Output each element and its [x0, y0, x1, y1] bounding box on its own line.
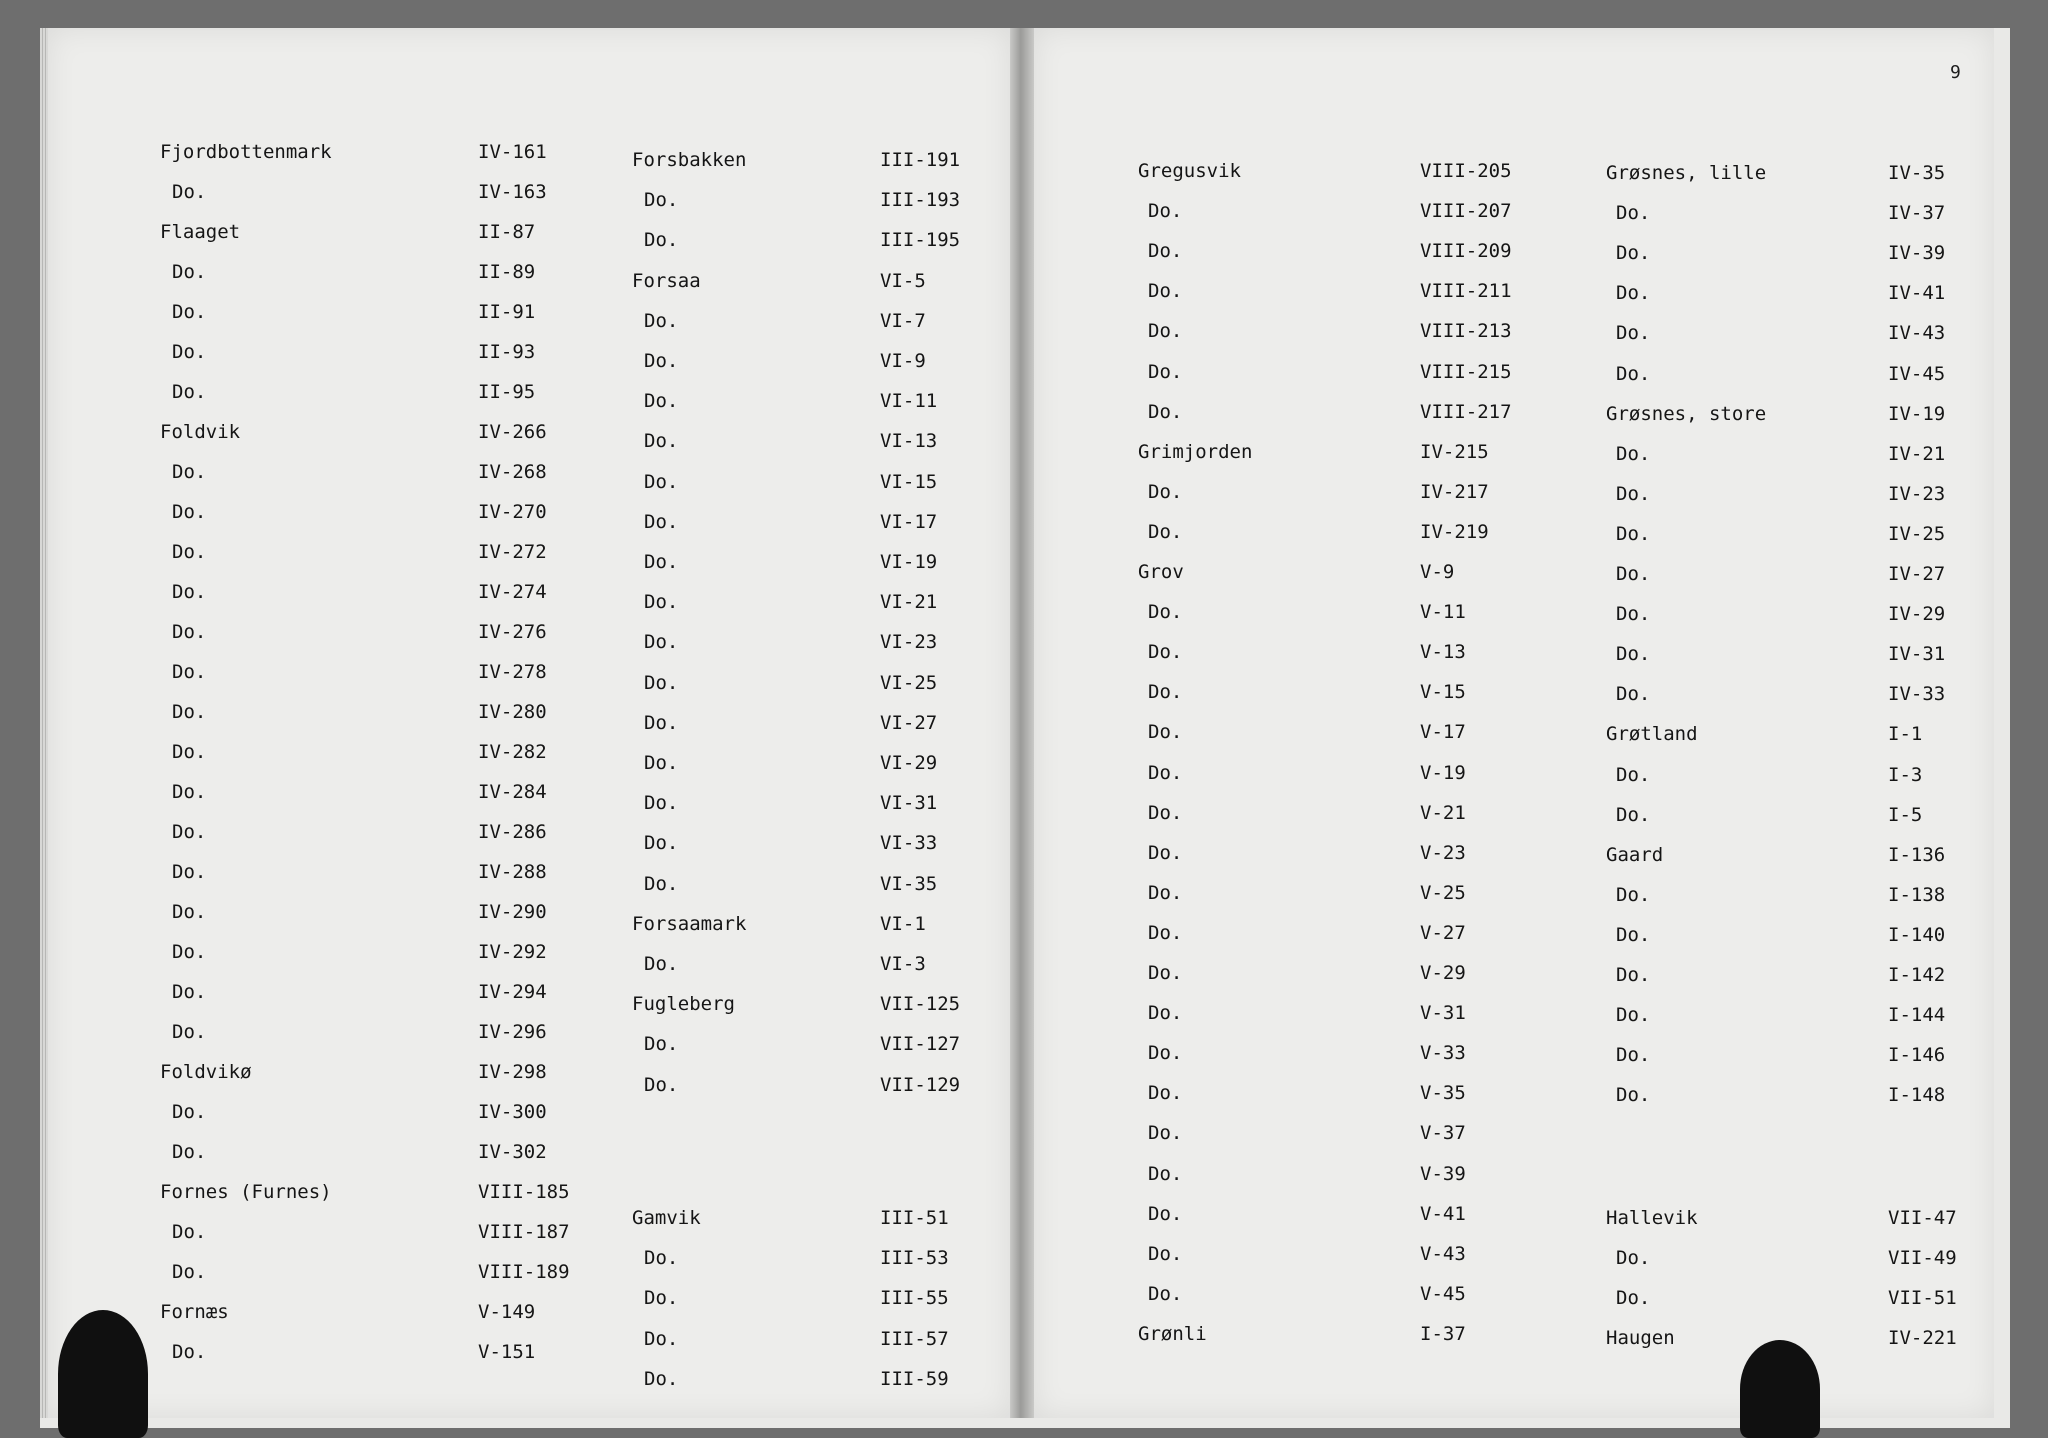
volume-reference: IV-290 — [478, 901, 547, 923]
volume-reference: VI-7 — [880, 309, 926, 332]
place-name: Do. — [172, 741, 207, 763]
volume-reference: VI-15 — [880, 470, 938, 493]
volume-reference: I-37 — [1420, 1322, 1466, 1345]
volume-reference: III-195 — [880, 229, 961, 252]
volume-reference: IV-278 — [478, 661, 547, 683]
place-name: Forsbakken — [632, 149, 747, 171]
place-name: Do. — [172, 1221, 207, 1243]
place-name: Do. — [172, 461, 207, 483]
place-name: Do. — [172, 581, 207, 603]
volume-reference: IV-298 — [478, 1061, 547, 1083]
place-name: Do. — [1148, 1202, 1183, 1225]
place-name: Do. — [1148, 1122, 1183, 1145]
volume-reference: I-144 — [1888, 1004, 1946, 1027]
volume-reference: IV-39 — [1888, 242, 1946, 265]
volume-reference: VI-1 — [880, 912, 926, 935]
place-name: Do. — [1616, 1044, 1651, 1067]
place-name: Do. — [172, 341, 207, 363]
volume-reference: III-191 — [880, 149, 961, 171]
place-name: Do. — [1616, 923, 1651, 946]
volume-reference: IV-43 — [1888, 322, 1946, 345]
volume-reference: I-142 — [1888, 964, 1946, 986]
place-name: Do. — [1616, 883, 1651, 906]
volume-reference: V-39 — [1420, 1162, 1466, 1185]
volume-reference: II-93 — [478, 341, 536, 363]
volume-reference: VI-23 — [880, 631, 938, 654]
place-name: Do. — [172, 381, 207, 403]
place-name: Do. — [1148, 681, 1183, 704]
volume-reference: V-45 — [1420, 1282, 1466, 1305]
place-name: Do. — [1148, 841, 1183, 864]
volume-reference: IV-35 — [1888, 162, 1946, 184]
place-name: Fornæs — [160, 1301, 229, 1323]
place-name: Do. — [1148, 881, 1183, 904]
place-name: Do. — [1616, 763, 1651, 786]
place-name: Do. — [172, 501, 207, 523]
place-name: Do. — [1148, 1282, 1183, 1305]
place-name: Do. — [644, 390, 679, 413]
volume-reference: V-33 — [1420, 1042, 1466, 1065]
volume-reference: VIII-189 — [478, 1261, 570, 1283]
volume-reference: IV-284 — [478, 781, 547, 803]
volume-reference: VI-31 — [880, 792, 938, 815]
volume-reference: V-27 — [1420, 921, 1466, 944]
volume-reference: IV-27 — [1888, 563, 1946, 585]
place-name: Do. — [1616, 522, 1651, 545]
place-name: Do. — [1148, 280, 1183, 303]
volume-reference: IV-270 — [478, 501, 547, 523]
place-name: Do. — [644, 1033, 679, 1056]
place-name: Do. — [1148, 360, 1183, 383]
place-name: Do. — [1148, 520, 1183, 543]
volume-reference: IV-266 — [478, 421, 547, 443]
place-name: Do. — [1616, 442, 1651, 465]
place-name: Forsaa — [632, 269, 701, 292]
volume-reference: I-5 — [1888, 803, 1923, 826]
place-name: Do. — [1148, 400, 1183, 423]
place-name: Do. — [644, 953, 679, 975]
place-name: Do. — [644, 189, 679, 212]
volume-reference: V-21 — [1420, 801, 1466, 824]
place-name: Do. — [1148, 1242, 1183, 1265]
place-name: Do. — [172, 941, 207, 963]
volume-reference: VIII-211 — [1420, 280, 1512, 303]
place-name: Do. — [172, 1141, 207, 1163]
volume-reference: IV-41 — [1888, 282, 1946, 305]
volume-reference: VIII-213 — [1420, 320, 1512, 343]
volume-reference: IV-272 — [478, 541, 547, 563]
place-name: Do. — [1616, 1287, 1651, 1310]
place-name: Do. — [172, 861, 207, 883]
volume-reference: II-91 — [478, 301, 536, 323]
volume-reference: IV-286 — [478, 821, 547, 843]
volume-reference: V-35 — [1420, 1082, 1466, 1105]
page-clip-right — [1740, 1340, 1820, 1438]
volume-reference: I-146 — [1888, 1044, 1946, 1067]
place-name: Do. — [1148, 601, 1183, 624]
volume-reference: IV-296 — [478, 1021, 547, 1043]
volume-reference: III-59 — [880, 1367, 949, 1390]
place-name: Do. — [1148, 240, 1183, 263]
volume-reference: VI-29 — [880, 752, 938, 774]
volume-reference: III-51 — [880, 1207, 949, 1229]
volume-reference: IV-302 — [478, 1141, 547, 1163]
place-name: Do. — [1616, 964, 1651, 986]
place-name: Do. — [1148, 480, 1183, 503]
place-name: Do. — [1148, 761, 1183, 784]
volume-reference: V-13 — [1420, 641, 1466, 664]
place-name: Do. — [172, 1101, 207, 1123]
place-name: Do. — [644, 309, 679, 332]
volume-reference: I-136 — [1888, 843, 1946, 866]
volume-reference: VIII-215 — [1420, 360, 1512, 383]
place-name: Do. — [1148, 1002, 1183, 1025]
volume-reference: V-9 — [1420, 561, 1455, 583]
volume-reference: V-151 — [478, 1341, 536, 1363]
place-name: Do. — [172, 821, 207, 843]
volume-reference: VIII-207 — [1420, 200, 1512, 223]
volume-reference: VII-51 — [1888, 1287, 1957, 1310]
place-name: Do. — [1148, 200, 1183, 223]
place-name: Grøsnes, lille — [1606, 162, 1767, 184]
volume-reference: V-37 — [1420, 1122, 1466, 1145]
place-name: Grøsnes, store — [1606, 402, 1767, 425]
volume-reference: V-41 — [1420, 1202, 1466, 1225]
volume-reference: V-43 — [1420, 1242, 1466, 1265]
volume-reference: I-1 — [1888, 723, 1923, 746]
place-name: Do. — [1616, 282, 1651, 305]
place-name: Fugleberg — [632, 993, 735, 1016]
volume-reference: I-138 — [1888, 883, 1946, 906]
place-name: Do. — [1616, 202, 1651, 225]
place-name: Fornes (Furnes) — [160, 1181, 332, 1203]
place-name: Do. — [172, 1021, 207, 1043]
volume-reference: VI-5 — [880, 269, 926, 292]
volume-reference: V-19 — [1420, 761, 1466, 784]
place-name: Do. — [1616, 242, 1651, 265]
volume-reference: IV-294 — [478, 981, 547, 1003]
place-name: Do. — [1148, 641, 1183, 664]
volume-reference: IV-161 — [478, 141, 547, 163]
place-name: Do. — [1616, 362, 1651, 385]
place-name: Do. — [1616, 1247, 1651, 1270]
volume-reference: VIII-205 — [1420, 160, 1512, 182]
place-name: Do. — [1616, 643, 1651, 666]
place-name: Gregusvik — [1138, 160, 1241, 182]
place-name: Do. — [644, 671, 679, 694]
volume-reference: IV-25 — [1888, 522, 1946, 545]
place-name: Do. — [1616, 563, 1651, 585]
volume-reference: IV-292 — [478, 941, 547, 963]
place-name: Do. — [644, 430, 679, 453]
place-name: Do. — [1616, 322, 1651, 345]
volume-reference: V-29 — [1420, 962, 1466, 984]
place-name: Grov — [1138, 561, 1184, 583]
volume-reference: VII-47 — [1888, 1207, 1957, 1229]
volume-reference: IV-221 — [1888, 1327, 1957, 1350]
volume-reference: IV-23 — [1888, 482, 1946, 505]
volume-reference: IV-21 — [1888, 442, 1946, 465]
volume-reference: VIII-185 — [478, 1181, 570, 1203]
place-name: Do. — [172, 661, 207, 683]
place-name: Do. — [644, 470, 679, 493]
place-name: Do. — [1616, 1084, 1651, 1107]
place-name: Do. — [1148, 320, 1183, 343]
volume-reference: VII-129 — [880, 1073, 961, 1096]
volume-reference: IV-215 — [1420, 440, 1489, 463]
volume-reference: V-11 — [1420, 601, 1466, 624]
volume-reference: IV-37 — [1888, 202, 1946, 225]
place-name: Do. — [1148, 962, 1183, 984]
place-name: Do. — [644, 551, 679, 573]
volume-reference: VIII-209 — [1420, 240, 1512, 263]
place-name: Do. — [1616, 1004, 1651, 1027]
volume-reference: IV-163 — [478, 181, 547, 203]
volume-reference: VI-25 — [880, 671, 938, 694]
place-name: Do. — [172, 1261, 207, 1283]
place-name: Do. — [644, 510, 679, 533]
place-name: Do. — [172, 621, 207, 643]
volume-reference: VI-13 — [880, 430, 938, 453]
place-name: Do. — [644, 792, 679, 815]
place-name: Do. — [172, 981, 207, 1003]
place-name: Do. — [1148, 1082, 1183, 1105]
place-name: Do. — [1616, 803, 1651, 826]
place-name: Do. — [1148, 1042, 1183, 1065]
volume-reference: VIII-217 — [1420, 400, 1512, 423]
place-name: Flaaget — [160, 221, 241, 243]
place-name: Do. — [1616, 683, 1651, 706]
place-name: Do. — [1148, 921, 1183, 944]
volume-reference: VI-27 — [880, 711, 938, 734]
volume-reference: VI-11 — [880, 390, 938, 413]
place-name: Do. — [172, 261, 207, 283]
volume-reference: VI-33 — [880, 832, 938, 855]
page-clip-left — [58, 1310, 148, 1438]
volume-reference: VI-19 — [880, 551, 938, 573]
volume-reference: IV-31 — [1888, 643, 1946, 666]
place-name: Foldvik — [160, 421, 241, 443]
volume-reference: V-17 — [1420, 721, 1466, 744]
volume-reference: IV-268 — [478, 461, 547, 483]
volume-reference: I-3 — [1888, 763, 1923, 786]
place-name: Do. — [644, 350, 679, 372]
place-name: Forsaamark — [632, 912, 747, 935]
volume-reference: V-149 — [478, 1301, 536, 1323]
place-name: Grøtland — [1606, 723, 1698, 746]
volume-reference: VII-127 — [880, 1033, 961, 1056]
place-name: Do. — [644, 872, 679, 895]
volume-reference: I-140 — [1888, 923, 1946, 946]
volume-reference: III-53 — [880, 1247, 949, 1270]
place-name: Do. — [644, 591, 679, 614]
place-name: Grimjorden — [1138, 440, 1253, 463]
volume-reference: IV-280 — [478, 701, 547, 723]
place-name: Foldvikø — [160, 1061, 252, 1083]
volume-reference: VI-9 — [880, 350, 926, 372]
place-name: Do. — [1616, 603, 1651, 626]
volume-reference: III-57 — [880, 1327, 949, 1350]
place-name: Do. — [644, 1073, 679, 1096]
volume-reference: V-25 — [1420, 881, 1466, 904]
place-name: Hallevik — [1606, 1207, 1698, 1229]
volume-reference: VI-17 — [880, 510, 938, 533]
volume-reference: IV-45 — [1888, 362, 1946, 385]
volume-reference: VI-3 — [880, 953, 926, 975]
volume-reference: IV-19 — [1888, 402, 1946, 425]
volume-reference: III-193 — [880, 189, 961, 212]
volume-reference: IV-300 — [478, 1101, 547, 1123]
place-name: Do. — [172, 901, 207, 923]
volume-reference: IV-276 — [478, 621, 547, 643]
place-name: Do. — [644, 1367, 679, 1390]
place-name: Gamvik — [632, 1207, 701, 1229]
volume-reference: IV-29 — [1888, 603, 1946, 626]
place-name: Fjordbottenmark — [160, 141, 332, 163]
volume-reference: V-15 — [1420, 681, 1466, 704]
volume-reference: II-95 — [478, 381, 536, 403]
volume-reference: III-55 — [880, 1287, 949, 1310]
place-name: Grønli — [1138, 1322, 1207, 1345]
place-name: Do. — [1148, 1162, 1183, 1185]
place-name: Do. — [644, 1247, 679, 1270]
place-name: Haugen — [1606, 1327, 1675, 1350]
place-name: Do. — [644, 752, 679, 774]
volume-reference: IV-33 — [1888, 683, 1946, 706]
place-name: Gaard — [1606, 843, 1664, 866]
volume-reference: II-89 — [478, 261, 536, 283]
place-name: Do. — [1148, 801, 1183, 824]
place-name: Do. — [644, 832, 679, 855]
place-name: Do. — [172, 701, 207, 723]
volume-reference: I-148 — [1888, 1084, 1946, 1107]
volume-reference: IV-219 — [1420, 520, 1489, 543]
place-name: Do. — [644, 631, 679, 654]
place-name: Do. — [172, 541, 207, 563]
place-name: Do. — [172, 301, 207, 323]
volume-reference: IV-288 — [478, 861, 547, 883]
place-name: Do. — [1616, 482, 1651, 505]
volume-reference: II-87 — [478, 221, 536, 243]
volume-reference: VII-125 — [880, 993, 961, 1016]
place-name: Do. — [172, 781, 207, 803]
place-name: Do. — [172, 1341, 207, 1363]
place-name: Do. — [644, 711, 679, 734]
volume-reference: VI-21 — [880, 591, 938, 614]
place-name: Do. — [644, 229, 679, 252]
volume-reference: IV-282 — [478, 741, 547, 763]
volume-reference: IV-217 — [1420, 480, 1489, 503]
volume-reference: VIII-187 — [478, 1221, 570, 1243]
volume-reference: IV-274 — [478, 581, 547, 603]
page-number: 9 — [1950, 62, 1961, 83]
place-name: Do. — [644, 1287, 679, 1310]
book-gutter — [1010, 28, 1034, 1418]
place-name: Do. — [172, 181, 207, 203]
place-name: Do. — [644, 1327, 679, 1350]
place-name: Do. — [1148, 721, 1183, 744]
volume-reference: V-23 — [1420, 841, 1466, 864]
volume-reference: VII-49 — [1888, 1247, 1957, 1270]
volume-reference: VI-35 — [880, 872, 938, 895]
volume-reference: V-31 — [1420, 1002, 1466, 1025]
